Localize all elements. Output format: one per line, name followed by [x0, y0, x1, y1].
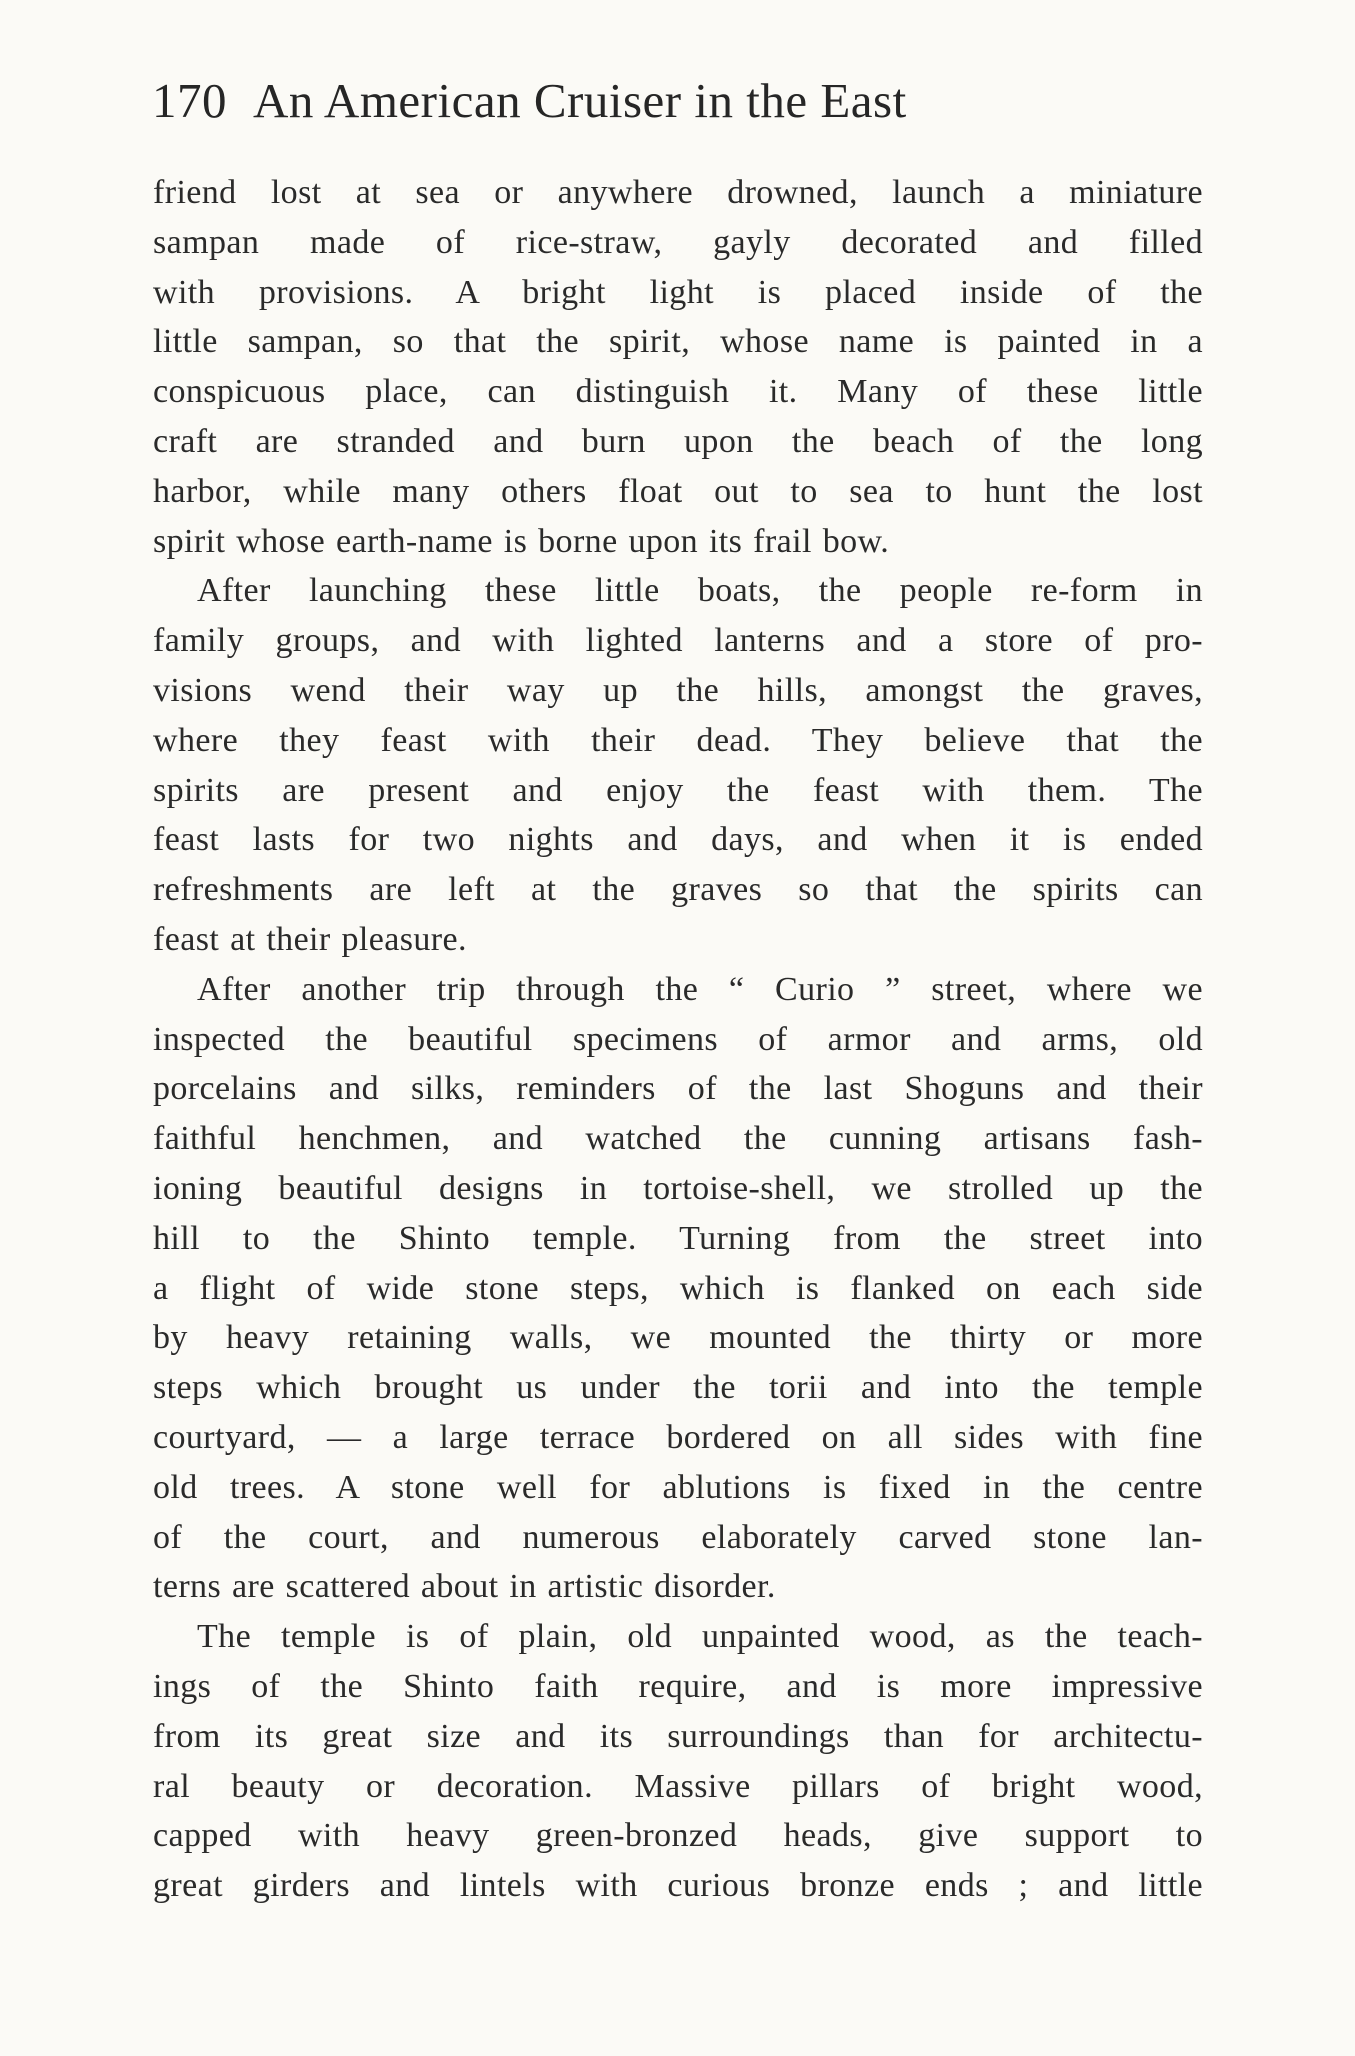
text-line: ral beauty or decoration. Massive pillars of bright wood,: [153, 1767, 1203, 1805]
text-line: spirits are present and enjoy the feast with them. The: [153, 771, 1203, 809]
text-line: from its great size and its surroundings than for architectu-: [153, 1717, 1203, 1755]
body-text: [153, 168, 1203, 1911]
paragraph-4: [153, 1612, 1203, 1911]
text-line: where they feast with their dead. They believe that the: [153, 721, 1203, 759]
text-line: courtyard, — a large terrace bordered on all sides with fine: [153, 1418, 1203, 1456]
text-line: craft are stranded and burn upon the beach of the long: [153, 422, 1203, 460]
running-head: [152, 66, 1202, 136]
text-line: little sampan, so that the spirit, whose name is painted in a: [153, 323, 1203, 361]
text-line: ioning beautiful designs in tortoise-shell, we strolled up the: [153, 1169, 1203, 1207]
text-line: ings of the Shinto faith require, and is more impressive: [153, 1667, 1203, 1705]
text-line: spirit whose earth-name is borne upon its frail bow.: [153, 522, 890, 560]
text-line: After another trip through the “ Curio ” street, where we: [197, 970, 1203, 1008]
text-line: steps which brought us under the torii and into the temple: [153, 1369, 1203, 1407]
text-line: a flight of wide stone steps, which is flanked on each side: [153, 1269, 1203, 1307]
paragraph-2: [153, 566, 1203, 964]
text-line: capped with heavy green-bronzed heads, give support to: [153, 1817, 1203, 1855]
paragraph-1: [153, 168, 1203, 566]
text-line: terns are scattered about in artistic disorder.: [153, 1568, 776, 1606]
text-line: with provisions. A bright light is placed inside of the: [153, 273, 1203, 311]
text-line: hill to the Shinto temple. Turning from the street into: [153, 1219, 1203, 1257]
text-line: of the court, and numerous elaborately carved stone lan-: [153, 1518, 1203, 1556]
text-line: porcelains and silks, reminders of the last Shoguns and their: [153, 1070, 1203, 1108]
text-line: old trees. A stone well for ablutions is fixed in the centre: [153, 1468, 1203, 1506]
text-line: friend lost at sea or anywhere drowned, launch a miniature: [153, 174, 1203, 211]
text-line: sampan made of rice-straw, gayly decorated and filled: [153, 223, 1203, 261]
text-line: great girders and lintels with curious bronze ends ; and little: [153, 1867, 1203, 1905]
text-line: inspected the beautiful specimens of armor and arms, old: [153, 1020, 1203, 1058]
running-title: An American Cruiser in the East: [253, 73, 907, 128]
text-line: family groups, and with lighted lanterns and a store of pro-: [153, 622, 1203, 660]
text-line: visions wend their way up the hills, amongst the graves,: [153, 671, 1203, 709]
text-line: feast lasts for two nights and days, and when it is ended: [153, 821, 1203, 859]
text-line: feast at their pleasure.: [153, 920, 467, 958]
text-line: The temple is of plain, old unpainted wood, as the teach-: [197, 1618, 1203, 1656]
page-number: 170: [152, 73, 227, 128]
text-line: faithful henchmen, and watched the cunning artisans fash-: [153, 1120, 1203, 1158]
text-line: refreshments are left at the graves so that the spirits can: [153, 871, 1203, 909]
text-line: conspicuous place, can distinguish it. Many of these little: [153, 373, 1203, 411]
text-line: After launching these little boats, the people re-form in: [197, 572, 1203, 610]
paragraph-3: [153, 965, 1203, 1612]
text-line: harbor, while many others float out to sea to hunt the lost: [153, 472, 1203, 510]
text-line: by heavy retaining walls, we mounted the thirty or more: [153, 1319, 1203, 1357]
